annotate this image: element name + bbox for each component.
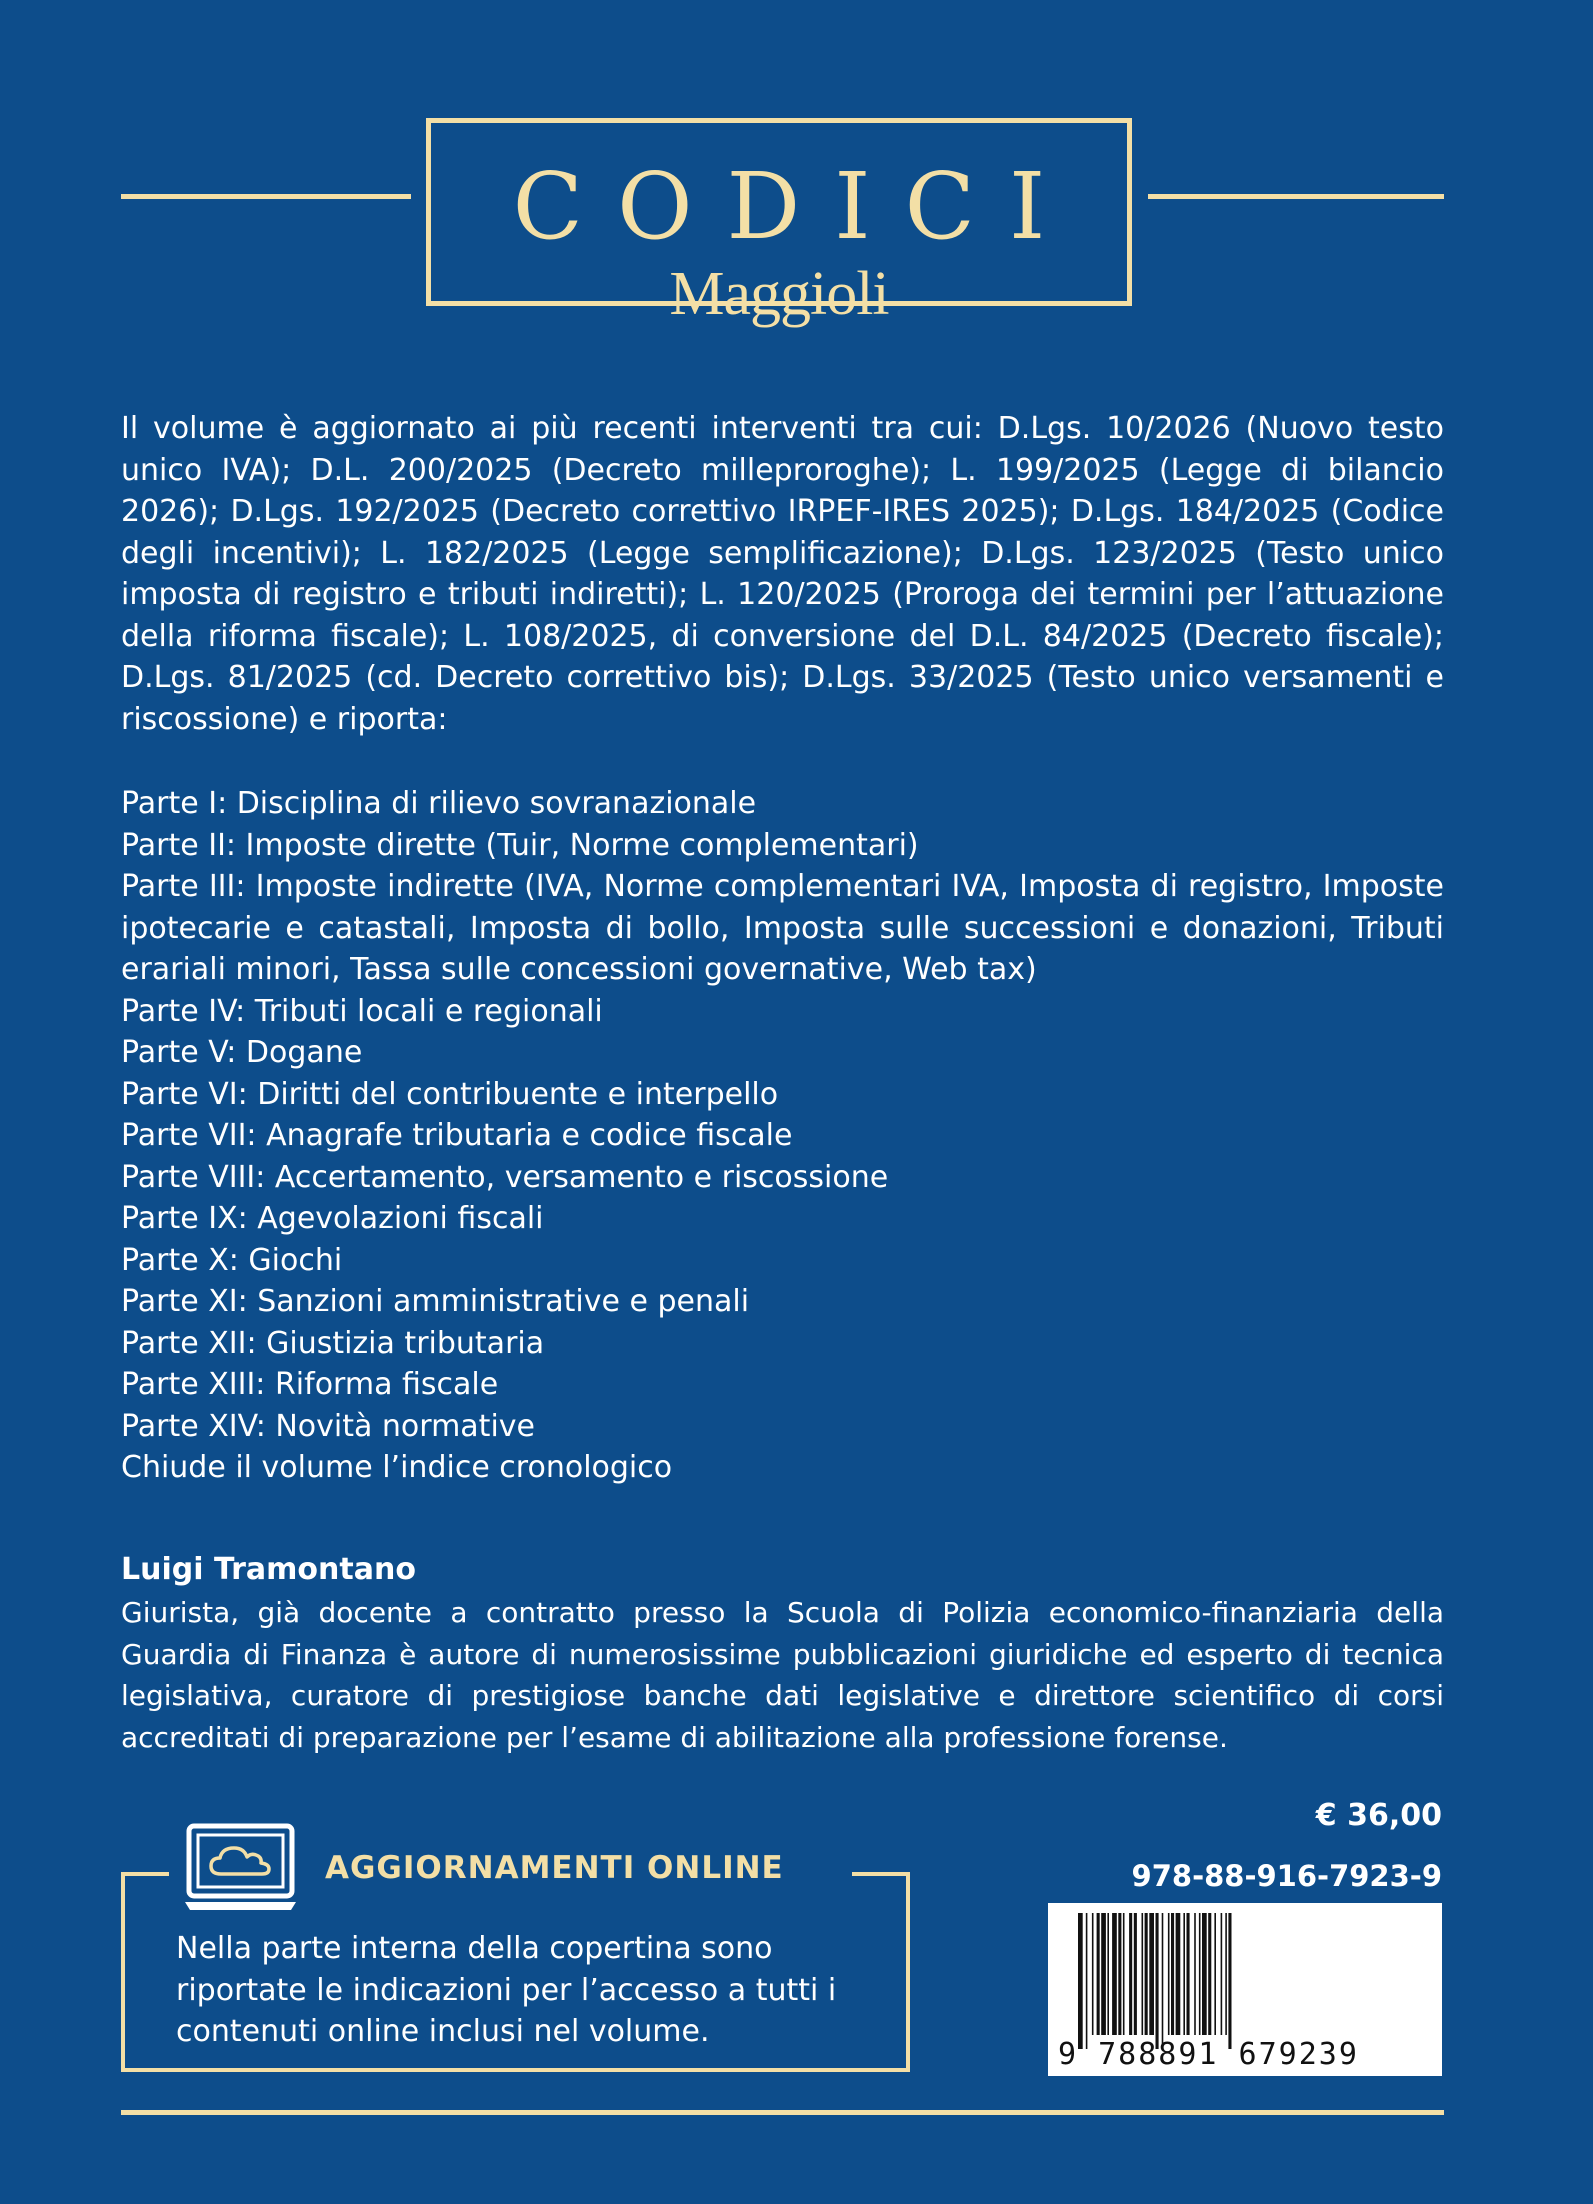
part-item: Parte IX: Agevolazioni fiscali xyxy=(121,1201,544,1236)
barcode-bar xyxy=(1142,1913,1144,2035)
barcode-bar xyxy=(1092,1913,1094,2035)
barcode-bar xyxy=(1149,1913,1154,2035)
barcode-bar xyxy=(1183,1913,1185,2035)
barcode-bar xyxy=(1086,1913,1088,2049)
barcode-bar xyxy=(1194,1913,1196,2035)
part-item: Parte III: Imposte indirette (IVA, Norme complementari IVA, Imposta di registro, Imposte ipotecarie e catastali, Imposta di bollo, Imposta sulle successioni e donazioni, Tributi erariali minori, Tassa sulle concessioni governative, Web tax) xyxy=(121,869,1444,987)
online-updates-title: AGGIORNAMENTI ONLINE xyxy=(325,1850,784,1886)
part-item: Parte X: Giochi xyxy=(121,1242,343,1278)
online-box-top-right xyxy=(852,1872,910,1876)
barcode-bar xyxy=(1228,1913,1231,2049)
part-item: Parte VII: Anagrafe tributaria e codice fiscale xyxy=(121,1118,793,1153)
price: € 36,00 xyxy=(1315,1798,1442,1833)
footer-rule xyxy=(121,2110,1444,2115)
online-box-top-left xyxy=(121,1872,169,1876)
header-rule-right xyxy=(1148,194,1444,199)
barcode-bar xyxy=(1187,1913,1190,2035)
barcode-bar xyxy=(1156,1913,1159,2049)
part-item: Parte XI: Sanzioni amministrative e penali xyxy=(121,1284,750,1319)
online-updates-text: Nella parte interna della copertina sono riportate le indicazioni per l’accesso a tutti i contenuti online inclusi nel volume. xyxy=(176,1931,837,2049)
part-item: Parte VI: Diritti del contribuente e interpello xyxy=(121,1076,779,1112)
part-item: Parte II: Imposte dirette (Tuir, Norme complementari) xyxy=(121,827,919,863)
barcode-bar xyxy=(1208,1913,1211,2035)
barcode-bar xyxy=(1171,1913,1174,2035)
parts-list xyxy=(121,783,1444,1489)
barcode-bar xyxy=(1118,1913,1121,2035)
author-name: Luigi Tramontano xyxy=(121,1552,416,1587)
barcode-bar xyxy=(1145,1913,1148,2035)
barcode-bar xyxy=(1176,1913,1181,2035)
logo-title: CODICI xyxy=(512,153,1080,260)
monitor-cloud-icon xyxy=(183,1822,298,1914)
barcode-bar xyxy=(1123,1913,1125,2035)
barcode-bar xyxy=(1107,1913,1109,2035)
barcode-bar xyxy=(1202,1913,1207,2035)
header-rule-left xyxy=(121,194,411,199)
part-item: Parte XIII: Riforma fiscale xyxy=(121,1367,499,1402)
part-item: Parte XII: Giustizia tributaria xyxy=(121,1325,545,1361)
barcode-bar xyxy=(1225,1913,1227,2035)
barcode-bar xyxy=(1162,1913,1164,2049)
publisher-logo: Maggioli xyxy=(669,260,889,328)
author-bio: Giurista, già docente a contratto presso la Scuola di Polizia economico-finanziaria della Guardia di Finanza è autore di numerosissime pubblicazioni giuridiche ed esperto di tecnica legislativa, curatore di prestigiose banche dati legislative e direttore scientifico di corsi accreditati di preparazione per l’esame di abilitazione alla professione forense. xyxy=(121,1596,1444,1754)
part-item: Parte XIV: Novità normative xyxy=(121,1408,535,1444)
part-item: Parte VIII: Accertamento, versamento e riscossione xyxy=(121,1159,889,1195)
intro-paragraph: Il volume è aggiornato ai più recenti interventi tra cui: D.Lgs. 10/2026 (Nuovo testo unico IVA); D.L. 200/2025 (Decreto milleproroghe); L. 199/2025 (Legge di bilancio 2026); D.Lgs. 192/2025 (Decreto correttivo IRPEF-IRES 2025); D.Lgs. 184/2025 (Codice degli incentivi); L. 182/2025 (Legge semplificazione); D.Lgs. 123/2025 (Testo unico imposta di registro e tributi indiretti); L. 120/2025 (Proroga dei termini per l’attuazione della riforma fiscale); L. 108/2025, di conversione del D.L. 84/2025 (Decreto fiscale); D.Lgs. 81/2025 (cd. Decreto correttivo bis); D.Lgs. 33/2025 (Testo unico versamenti e riscossione) e riporta: xyxy=(121,411,1444,737)
barcode-bar xyxy=(1112,1913,1117,2035)
part-item: Parte V: Dogane xyxy=(121,1035,363,1070)
barcode-digits: 9 788891 679239 xyxy=(1058,2037,1359,2072)
barcode-bar xyxy=(1199,1913,1201,2035)
barcode-bar xyxy=(1097,1913,1100,2035)
barcode-bar xyxy=(1221,1913,1223,2035)
barcode-bar xyxy=(1101,1913,1106,2035)
barcode xyxy=(1048,1903,1442,2076)
barcode-bar xyxy=(1134,1913,1137,2035)
isbn: 978-88-916-7923-9 xyxy=(1131,1859,1442,1893)
part-item: Chiude il volume l’indice cronologico xyxy=(121,1450,673,1485)
logo-frame xyxy=(426,118,1132,328)
part-item: Parte IV: Tributi locali e regionali xyxy=(121,993,603,1029)
barcode-bar xyxy=(1214,1913,1216,2035)
barcode-bar xyxy=(1078,1913,1083,2049)
barcode-bar xyxy=(1129,1913,1132,2035)
barcode-bar xyxy=(1168,1913,1170,2035)
part-item: Parte I: Disciplina di rilievo sovranazionale xyxy=(121,786,757,821)
